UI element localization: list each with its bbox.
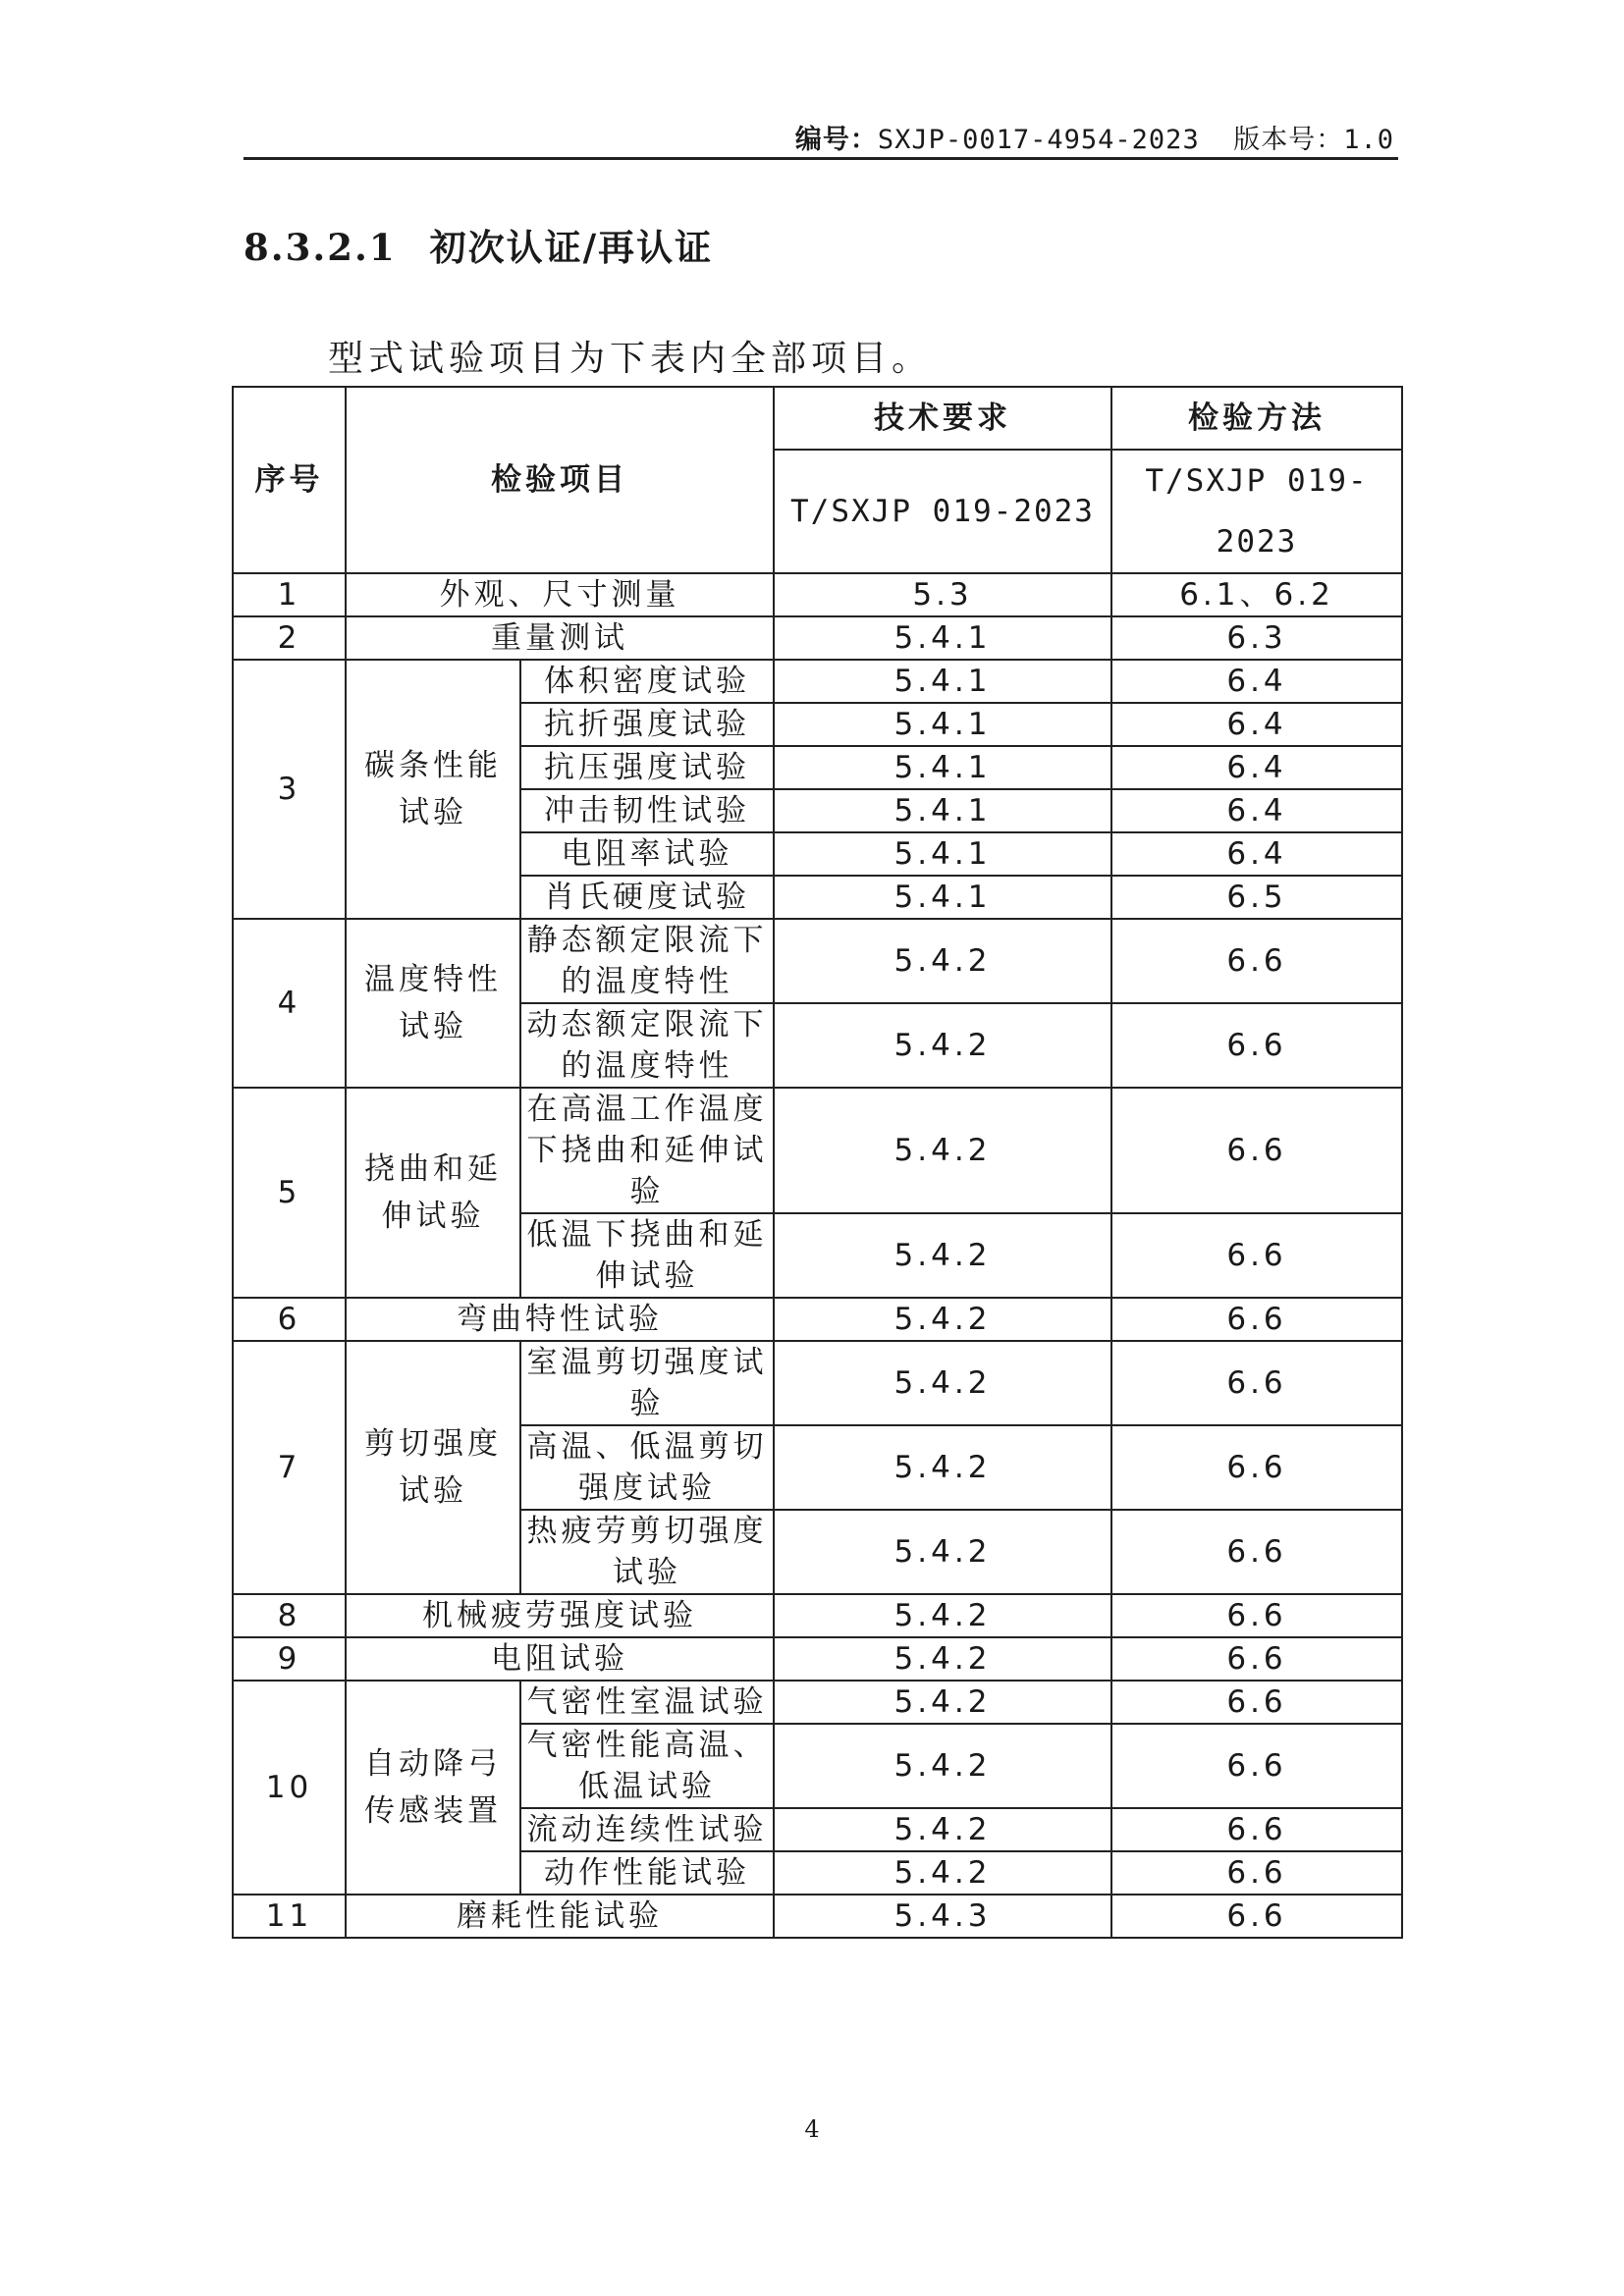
version-value: 1.0: [1343, 125, 1394, 155]
row-tech: 5.4.1: [774, 789, 1111, 832]
row-item: 静态额定限流下的温度特性: [520, 919, 774, 1003]
row-no: 6: [233, 1298, 346, 1341]
row-item: 磨耗性能试验: [346, 1895, 774, 1938]
page-header: [244, 114, 1398, 160]
row-item: 气密性室温试验: [520, 1681, 774, 1724]
row-no: 4: [233, 919, 346, 1088]
row-item: 肖氏硬度试验: [520, 876, 774, 919]
row-item: 抗折强度试验: [520, 703, 774, 746]
row-tech: 5.4.3: [774, 1895, 1111, 1938]
row-item: 流动连续性试验: [520, 1808, 774, 1851]
row-tech: 5.4.1: [774, 832, 1111, 876]
row-method: 6.6: [1111, 1851, 1402, 1895]
header-method: 检验方法: [1111, 387, 1402, 450]
row-group: 温度特性试验: [346, 919, 520, 1088]
row-item: 电阻试验: [346, 1637, 774, 1681]
row-tech: 5.4.2: [774, 1637, 1111, 1681]
table-row: [233, 1637, 1402, 1681]
row-tech: 5.4.2: [774, 1213, 1111, 1298]
table-row: [233, 660, 1402, 703]
row-method: 6.6: [1111, 1724, 1402, 1808]
header-tech: 技术要求: [774, 387, 1111, 450]
header-tech-standard: T/SXJP 019-2023: [774, 450, 1111, 573]
row-item: 重量测试: [346, 616, 774, 660]
row-method: 6.6: [1111, 1088, 1402, 1213]
code-value: SXJP-0017-4954-2023: [877, 125, 1200, 155]
table-row: [233, 1594, 1402, 1637]
row-method: 6.6: [1111, 1213, 1402, 1298]
table-row: [233, 919, 1402, 1003]
row-no: 11: [233, 1895, 346, 1938]
row-tech: 5.4.1: [774, 703, 1111, 746]
row-no: 1: [233, 573, 346, 616]
row-tech: 5.4.2: [774, 1003, 1111, 1088]
row-item: 室温剪切强度试验: [520, 1341, 774, 1425]
row-item: 热疲劳剪切强度试验: [520, 1510, 774, 1594]
table-row: [233, 573, 1402, 616]
row-tech: 5.4.2: [774, 1425, 1111, 1510]
row-no: 8: [233, 1594, 346, 1637]
table-row: [233, 1298, 1402, 1341]
row-method: 6.6: [1111, 1808, 1402, 1851]
header-no: 序号: [233, 387, 346, 573]
row-item: 气密性能高温、低温试验: [520, 1724, 774, 1808]
table-row: [233, 1088, 1402, 1213]
row-item: 外观、尺寸测量: [346, 573, 774, 616]
row-item: 高温、低温剪切强度试验: [520, 1425, 774, 1510]
row-tech: 5.4.1: [774, 876, 1111, 919]
row-tech: 5.4.2: [774, 1851, 1111, 1895]
section-number: 8.3.2.1: [244, 226, 397, 269]
row-method: 6.6: [1111, 1594, 1402, 1637]
row-method: 6.6: [1111, 1895, 1402, 1938]
row-tech: 5.4.2: [774, 1341, 1111, 1425]
row-method: 6.6: [1111, 1681, 1402, 1724]
row-tech: 5.4.1: [774, 660, 1111, 703]
row-item: 机械疲劳强度试验: [346, 1594, 774, 1637]
row-method: 6.1、6.2: [1111, 573, 1402, 616]
row-no: 2: [233, 616, 346, 660]
version-label: 版本号：: [1233, 125, 1344, 155]
test-items-table: [232, 386, 1403, 1939]
header-item: 检验项目: [346, 387, 774, 573]
row-item: 电阻率试验: [520, 832, 774, 876]
row-no: 3: [233, 660, 346, 919]
row-tech: 5.4.2: [774, 1594, 1111, 1637]
document-code-line: [795, 118, 1394, 156]
row-item: 动态额定限流下的温度特性: [520, 1003, 774, 1088]
row-no: 7: [233, 1341, 346, 1594]
row-tech: 5.4.2: [774, 1724, 1111, 1808]
row-item: 低温下挠曲和延伸试验: [520, 1213, 774, 1298]
row-item: 抗压强度试验: [520, 746, 774, 789]
table-row: [233, 1895, 1402, 1938]
row-method: 6.6: [1111, 1425, 1402, 1510]
intro-paragraph: 型式试验项目为下表内全部项目。: [328, 339, 933, 379]
row-method: 6.4: [1111, 746, 1402, 789]
row-method: 6.3: [1111, 616, 1402, 660]
row-method: 6.6: [1111, 1637, 1402, 1681]
row-method: 6.4: [1111, 660, 1402, 703]
row-method: 6.6: [1111, 1341, 1402, 1425]
row-method: 6.6: [1111, 1003, 1402, 1088]
header-method-standard: T/SXJP 019-2023: [1111, 450, 1402, 573]
row-tech: 5.4.2: [774, 1088, 1111, 1213]
row-no: 5: [233, 1088, 346, 1298]
row-method: 6.4: [1111, 703, 1402, 746]
page-number: 4: [804, 2115, 820, 2143]
row-method: 6.6: [1111, 1298, 1402, 1341]
row-item: 冲击韧性试验: [520, 789, 774, 832]
section-title: 初次认证/再认证: [429, 227, 714, 269]
row-tech: 5.3: [774, 573, 1111, 616]
table-header-row: [233, 387, 1402, 450]
row-method: 6.5: [1111, 876, 1402, 919]
row-no: 9: [233, 1637, 346, 1681]
table-row: [233, 1681, 1402, 1724]
row-group: 剪切强度试验: [346, 1341, 520, 1594]
row-tech: 5.4.2: [774, 1510, 1111, 1594]
row-tech: 5.4.2: [774, 1808, 1111, 1851]
code-label: 编号：: [794, 125, 878, 155]
table-row: [233, 616, 1402, 660]
row-method: 6.6: [1111, 1510, 1402, 1594]
row-item: 体积密度试验: [520, 660, 774, 703]
row-item: 在高温工作温度下挠曲和延伸试验: [520, 1088, 774, 1213]
row-method: 6.4: [1111, 789, 1402, 832]
row-tech: 5.4.2: [774, 919, 1111, 1003]
row-tech: 5.4.1: [774, 746, 1111, 789]
row-method: 6.6: [1111, 919, 1402, 1003]
row-tech: 5.4.2: [774, 1298, 1111, 1341]
row-item: 动作性能试验: [520, 1851, 774, 1895]
row-method: 6.4: [1111, 832, 1402, 876]
section-heading: [244, 218, 713, 271]
row-group: 自动降弓传感装置: [346, 1681, 520, 1895]
row-group: 碳条性能试验: [346, 660, 520, 919]
table-row: [233, 1341, 1402, 1425]
row-tech: 5.4.1: [774, 616, 1111, 660]
row-item: 弯曲特性试验: [346, 1298, 774, 1341]
row-group: 挠曲和延伸试验: [346, 1088, 520, 1298]
row-no: 10: [233, 1681, 346, 1895]
row-tech: 5.4.2: [774, 1681, 1111, 1724]
